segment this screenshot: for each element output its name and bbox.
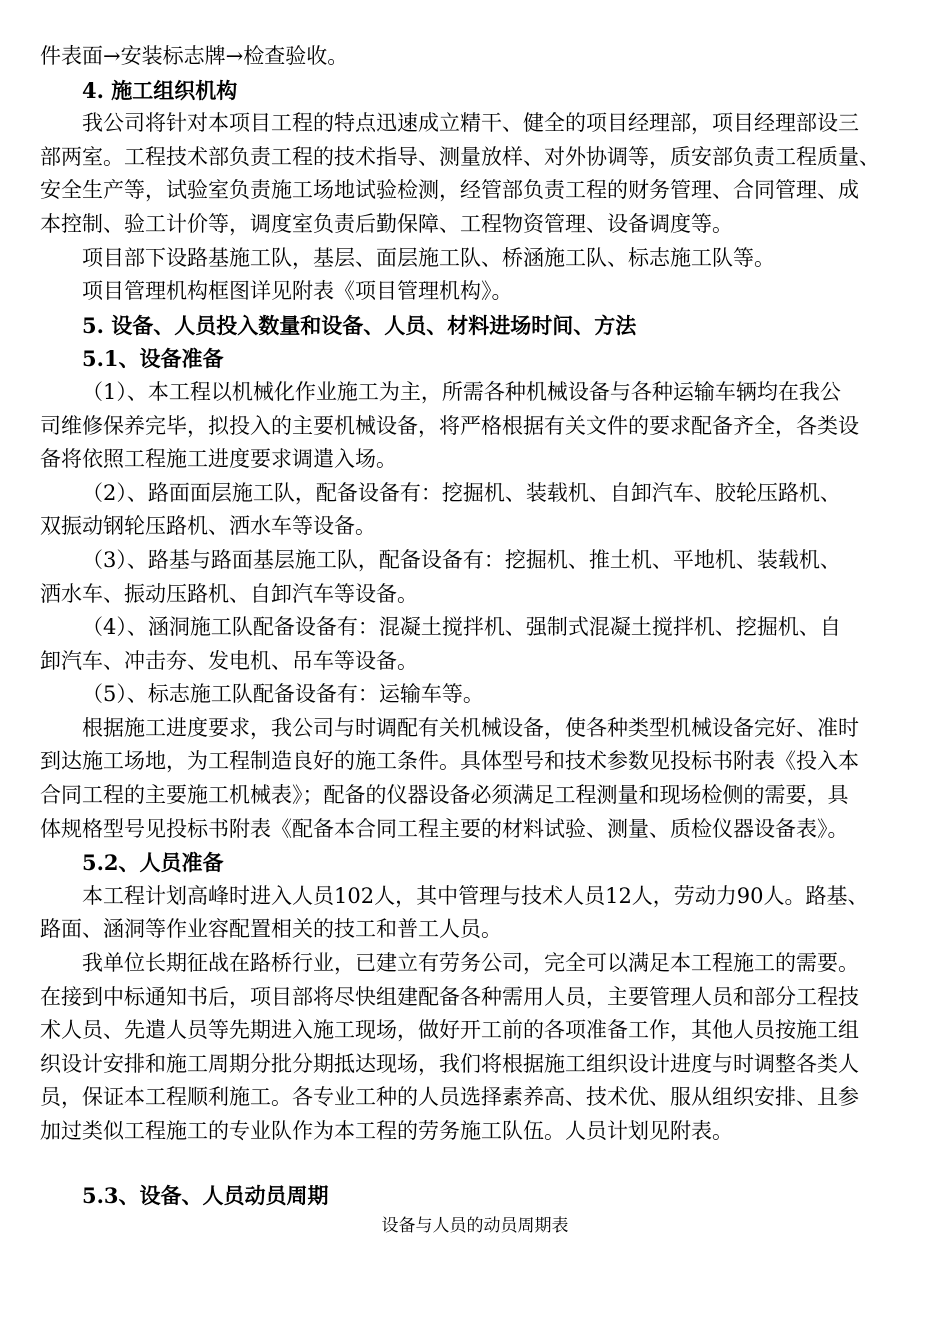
text-line: 洒水车、振动压路机、自卸汽车等设备。 [40,581,418,606]
text-line: 加过类似工程施工的专业队作为本工程的劳务施工队伍。人员计划见附表。 [40,1119,733,1143]
text-line: 5.2、人员准备 [82,850,224,876]
section-heading [40,1179,912,1213]
text-line: 5.1、设备准备 [82,346,224,372]
text-line: （2）、路面面层施工队，配备设备有：挖掘机、装载机、自卸汽车、胶轮压路机、 [82,480,841,505]
text-line: 本控制、验工计价等，调度室负责后勤保障、工程物资管理、设备调度等。 [40,211,733,236]
text-line: 卸汽车、冲击夯、发电机、吊车等设备。 [40,648,418,673]
paragraph [40,107,912,241]
text-line: 在接到中标通知书后，项目部将尽快组建配备各种需用人员，主要管理人员和部分工程技 [40,984,859,1009]
text-line: 项目部下设路基施工队，基层、面层施工队、桥涵施工队、标志施工队等。 [82,245,775,270]
text-line: 5. 设备、人员投入数量和设备、人员、材料进场时间、方法 [82,312,637,338]
paragraph [40,947,912,1149]
text-line: 司维修保养完毕，拟投入的主要机械设备，将严格根据有关文件的要求配备齐全，各类设 [40,413,859,438]
text-line: 4. 施工组织机构 [82,77,238,103]
document-body [40,40,912,1212]
paragraph [40,544,912,611]
text-line: 到达施工场地，为工程制造良好的施工条件。具体型号和技术参数见投标书附表《投入本 [40,749,859,774]
spacer [40,1149,912,1179]
paragraph [40,40,912,74]
paragraph [40,275,912,309]
text-line: 我单位长期征战在路桥行业，已建立有劳务公司，完全可以满足本工程施工的需要。 [82,951,859,976]
section-heading [40,342,912,376]
text-line: （5）、标志施工队配备设备有：运输车等。 [82,682,484,707]
section-heading [40,74,912,108]
text-line: 件表面→安装标志牌→检查验收。 [40,44,349,68]
text-line: 部两室。工程技术部负责工程的技术指导、测量放样、对外协调等，质安部负责工程质量、 [40,144,880,169]
text-line: 我公司将针对本项目工程的特点迅速成立精干、健全的项目经理部，项目经理部设三 [82,111,859,136]
text-line: 合同工程的主要施工机械表》；配备的仪器设备必须满足工程测量和现场检侧的需要，具 [40,783,849,808]
text-line: 员，保证本工程顺利施工。各专业工种的人员选择素养高、技术优、服从组织安排、且参 [40,1085,859,1110]
paragraph [40,477,912,544]
text-line: （3）、路基与路面基层施工队，配备设备有：挖掘机、推土机、平地机、装载机、 [82,547,841,572]
text-line: 安全生产等，试验室负责施工场地试验检测，经管部负责工程的财务管理、合同管理、成 [40,178,859,203]
table-caption: 设备与人员的动员周期表 [381,1216,569,1236]
text-line: 备将依照工程施工进度要求调遣入场。 [40,447,397,472]
text-line: 路面、涵洞等作业容配置相关的技工和普工人员。 [40,917,502,942]
section-heading [40,846,912,880]
text-line: 根据施工进度要求，我公司与时调配有关机械设备，使各种类型机械设备完好、准时 [82,715,859,740]
paragraph [40,611,912,678]
text-line: 项目管理机构框图详见附表《项目管理机构》。 [82,279,513,304]
text-line: 术人员、先遣人员等先期进入施工现场，做好开工前的各项准备工作，其他人员按施工组 [40,1018,859,1043]
text-line: 双振动钢轮压路机、洒水车等设备。 [40,514,376,539]
text-line: 体规格型号见投标书附表《配备本合同工程主要的材料试验、测量、质检仪器设备表》。 [40,816,849,841]
paragraph [40,880,912,947]
section-heading [40,309,912,343]
paragraph [40,678,912,712]
text-line: （1）、本工程以机械化作业施工为主，所需各种机械设备与各种运输车辆均在我公 [82,379,841,404]
text-line: 5.3、设备、人员动员周期 [82,1182,329,1208]
text-line: 织设计安排和施工周期分批分期抵达现场，我们将根据施工组织设计进度与时调整各类人 [40,1051,859,1076]
paragraph [40,376,912,477]
text-line: （4）、涵洞施工队配备设备有：混凝土搅拌机、强制式混凝土搅拌机、挖掘机、自 [82,615,841,640]
text-line: 本工程计划高峰时进入人员102人，其中管理与技术人员12人，劳动力90人。路基、 [82,883,869,908]
paragraph [40,242,912,276]
paragraph [40,712,912,846]
